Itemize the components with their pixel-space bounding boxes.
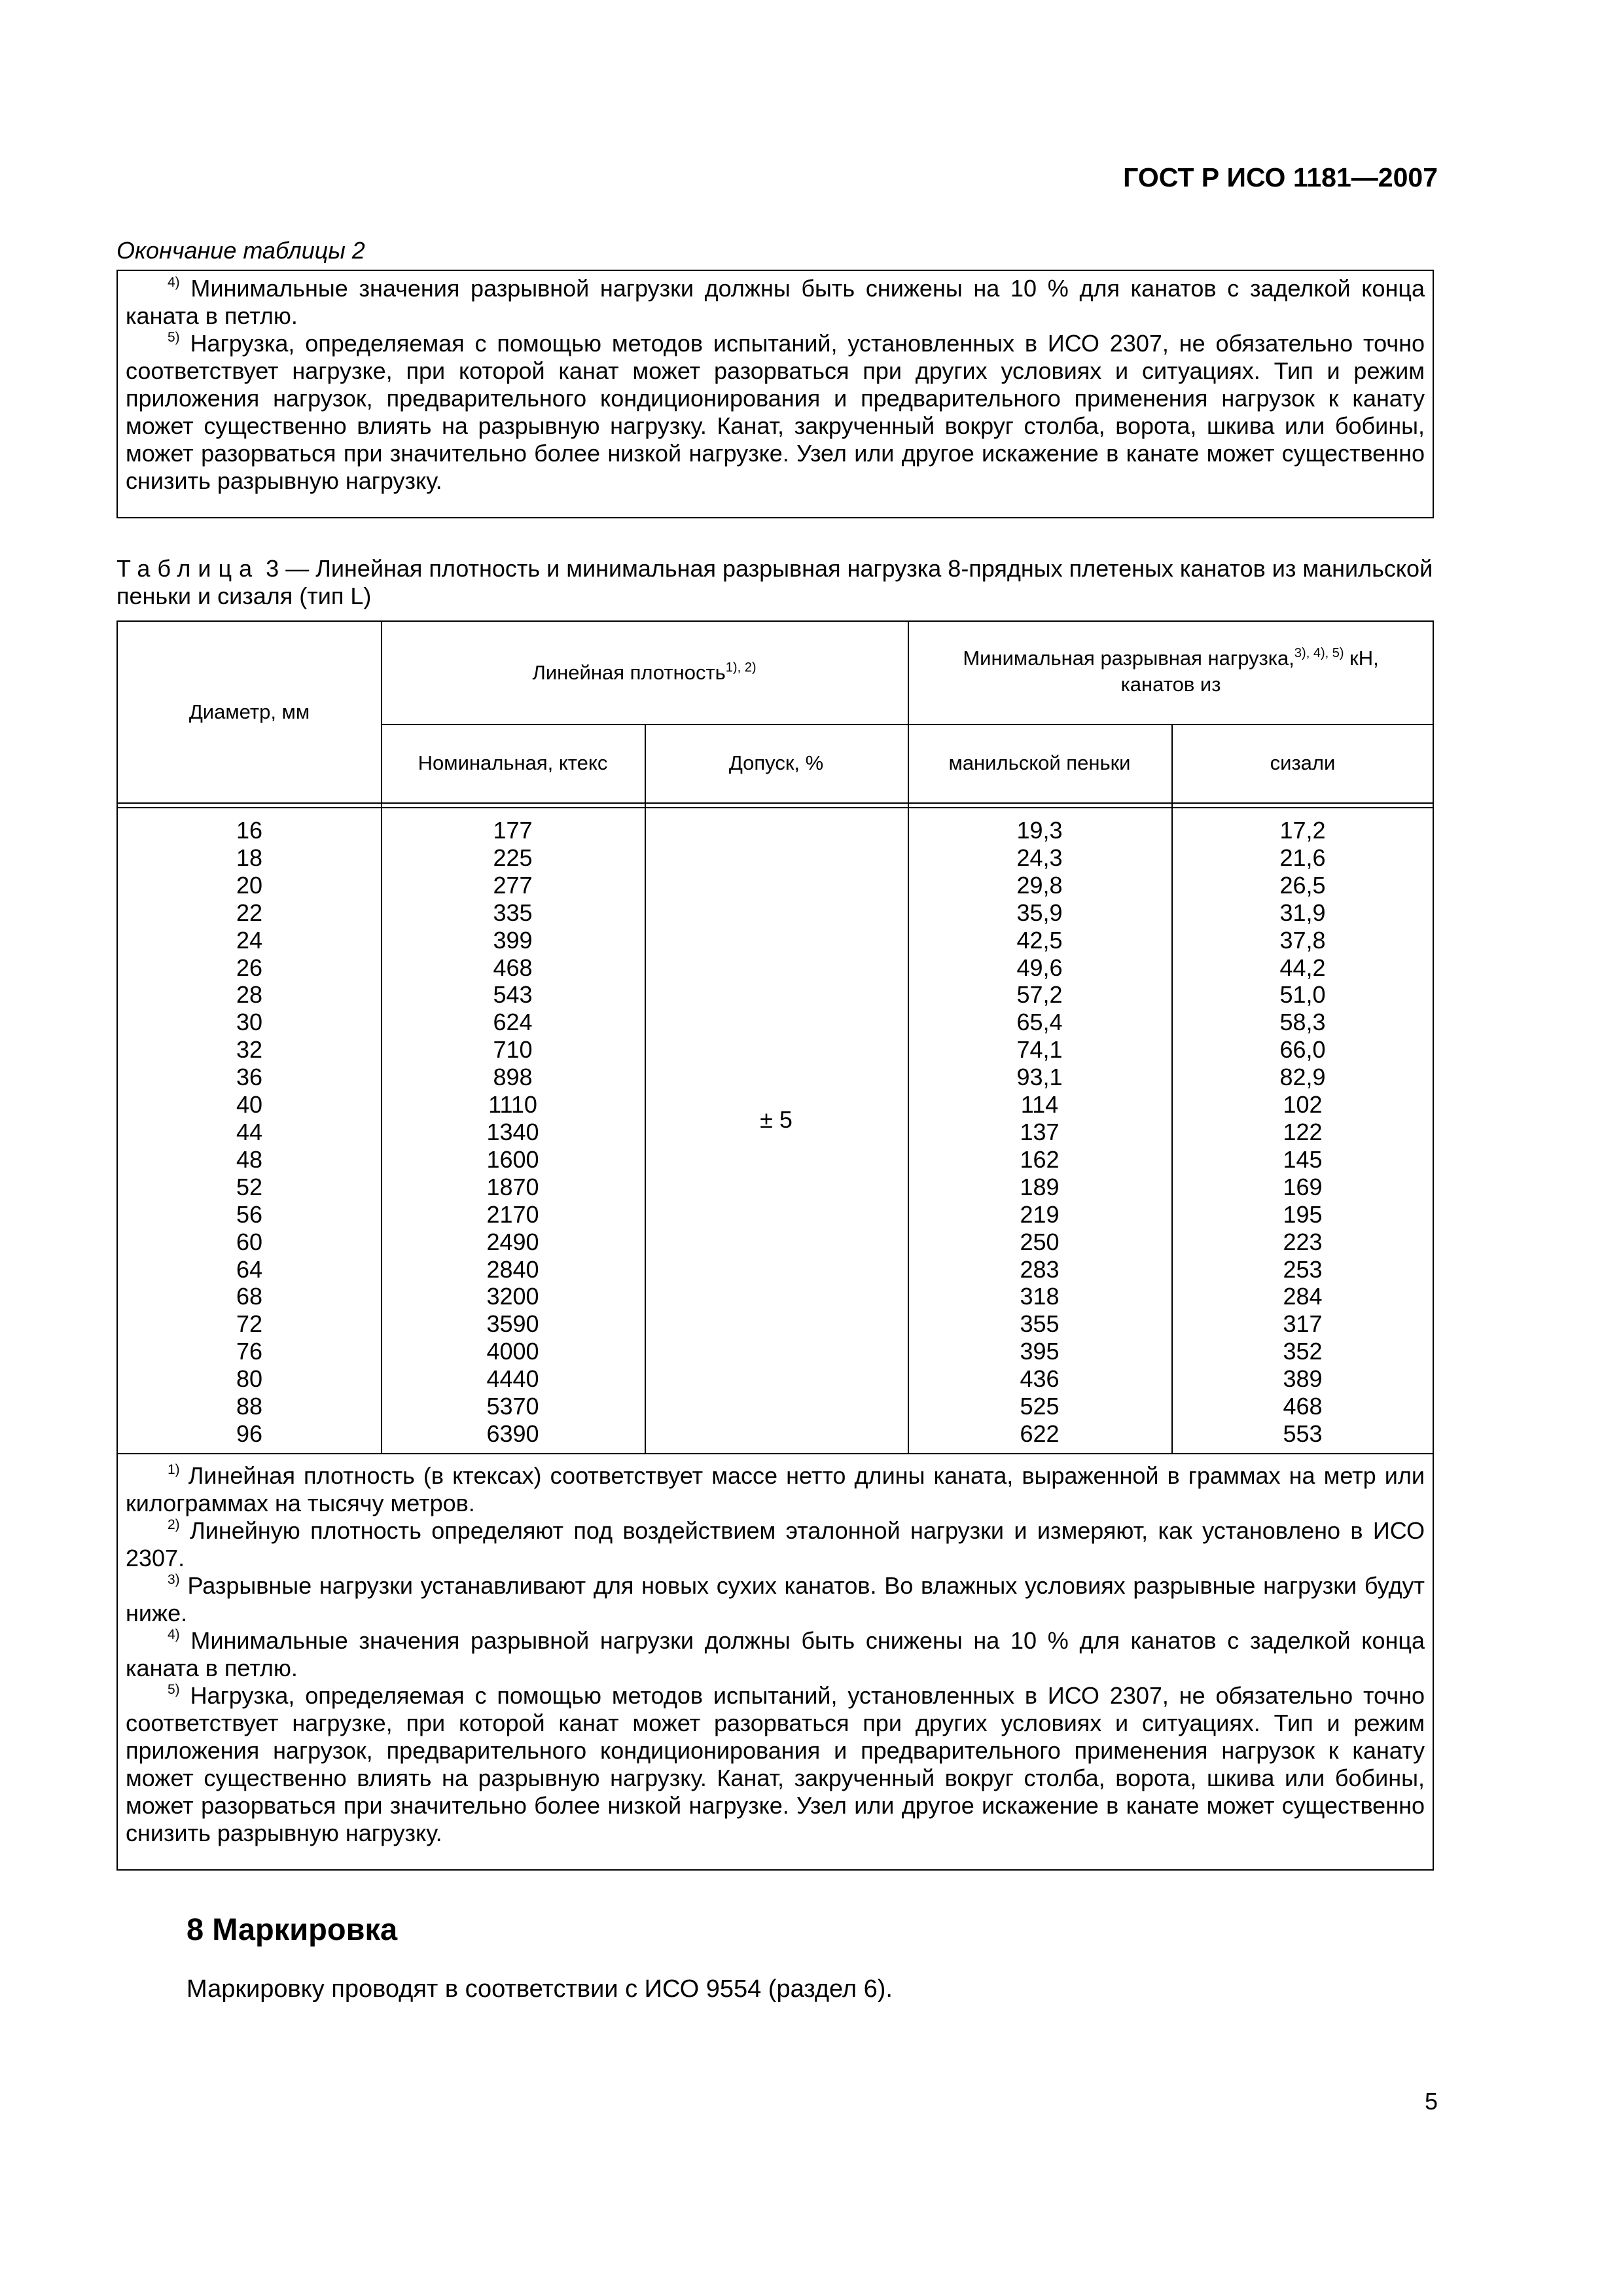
- footnote-text: Минимальные значения разрывной нагрузки должны быть снижены на 10 % для канатов с заделкой конца каната в петлю.: [126, 275, 1425, 329]
- cell-nominal: 3590: [486, 1310, 539, 1338]
- cell-diameter: 44: [236, 1118, 263, 1145]
- cell-manila: 24,3: [1016, 844, 1063, 871]
- cell-diameter: 32: [236, 1036, 263, 1064]
- cell-manila: 93,1: [1016, 1064, 1063, 1091]
- cell-manila: 35,9: [1016, 899, 1063, 926]
- footnote-text: Минимальные значения разрывной нагрузки должны быть снижены на 10 % для канатов с заделкой конца каната в петлю.: [126, 1627, 1425, 1681]
- header-tolerance: Допуск, %: [728, 751, 824, 774]
- cell-diameter: 28: [236, 981, 263, 1009]
- cell-nominal: 4000: [486, 1338, 539, 1365]
- cell-diameter: 36: [236, 1064, 263, 1091]
- footnote-4: [126, 275, 1425, 330]
- cell-sisal: 31,9: [1279, 899, 1326, 926]
- header-text: канатов из: [1120, 673, 1221, 696]
- cell-diameter: 24: [236, 926, 263, 954]
- cell-manila: 19,3: [1016, 817, 1063, 844]
- cell-sisal: 122: [1283, 1118, 1323, 1145]
- header-nominal: Номинальная, ктекс: [418, 751, 608, 774]
- cell-manila: 189: [1020, 1173, 1060, 1200]
- cell-sisal: 352: [1283, 1338, 1323, 1365]
- footnote-mark: 3): [168, 1572, 180, 1587]
- continuation-caption: Окончание таблицы 2: [116, 237, 365, 264]
- footnote-3: [126, 1572, 1425, 1627]
- cell-sisal: 66,0: [1279, 1036, 1326, 1064]
- header-sisal: сизали: [1270, 751, 1336, 774]
- cell-nominal: 335: [493, 899, 533, 926]
- cell-nominal: 1340: [486, 1118, 539, 1145]
- footnote-mark: 3), 4), 5): [1294, 646, 1344, 660]
- header-divider: [381, 724, 1434, 725]
- cell-nominal: 1600: [486, 1145, 539, 1173]
- cell-manila: 162: [1020, 1145, 1060, 1173]
- cell-sisal: 389: [1283, 1365, 1323, 1393]
- cell-manila: 42,5: [1016, 926, 1063, 954]
- cell-manila: 114: [1020, 1091, 1059, 1119]
- cell-nominal: 4440: [486, 1365, 539, 1393]
- header-min-break-load: [908, 645, 1434, 698]
- cell-nominal: 3200: [486, 1283, 539, 1310]
- header-bottom-rule: [118, 802, 1433, 804]
- column-diameter: [118, 817, 381, 1448]
- header-linear-density: [381, 660, 908, 686]
- document-header: ГОСТ Р ИСО 1181—2007: [1123, 162, 1438, 192]
- cell-sisal: 58,3: [1279, 1009, 1326, 1036]
- column-manila: [908, 817, 1171, 1448]
- cell-diameter: 26: [236, 954, 263, 981]
- footnote-text: Нагрузка, определяемая с помощью методов испытаний, установленных в ИСО 2307, не обязательно точно соответствует нагрузке, при которой канат может разорваться при других условиях и ситуациях. Тип и режим приложения нагрузок, предварительного кондиционирования и предварительного применения нагрузок к канату может существенно влиять на разрывную нагрузку. Канат, закрученный вокруг столба, ворота, шкива или бобины, может разорваться при значительно более низкой нагрузке. Узел или другое искажение в канате может существенно снизить разрывную нагрузку.: [126, 330, 1425, 494]
- cell-nominal: 225: [493, 844, 533, 871]
- header-diameter: Диаметр, мм: [188, 700, 310, 723]
- cell-diameter: 52: [236, 1173, 263, 1200]
- header-bottom-rule: [118, 807, 1433, 808]
- footnote-text: Разрывные нагрузки устанавливают для новых сухих канатов. Во влажных условиях разрывные нагрузки будут ниже.: [126, 1572, 1425, 1626]
- cell-manila: 622: [1020, 1420, 1060, 1447]
- footnote-mark: 1): [168, 1462, 180, 1477]
- cell-sisal: 284: [1283, 1283, 1323, 1310]
- cell-sisal: 553: [1283, 1420, 1323, 1447]
- cell-diameter: 48: [236, 1145, 263, 1173]
- cell-nominal: 1870: [486, 1173, 539, 1200]
- footnote-mark: 4): [168, 275, 180, 290]
- cell-sisal: 223: [1283, 1228, 1323, 1255]
- cell-manila: 65,4: [1016, 1009, 1063, 1036]
- footnote-text: Нагрузка, определяемая с помощью методов испытаний, установленных в ИСО 2307, не обязательно точно соответствует нагрузке, при которой канат может разорваться при других условиях и ситуациях. Тип и режим приложения нагрузок, предварительного кондиционирования и предварительного применения нагрузок к канату может существенно влиять на разрывную нагрузку. Канат, закрученный вокруг столба, ворота, шкива или бобины, может разорваться при значительно более низкой нагрузке. Узел или другое искажение в канате может существенно снизить разрывную нагрузку.: [126, 1682, 1425, 1846]
- cell-diameter: 18: [236, 844, 263, 871]
- cell-manila: 355: [1020, 1310, 1060, 1338]
- footnote-2: [126, 1517, 1425, 1572]
- footnote-text: Линейную плотность определяют под воздействием эталонной нагрузки и измеряют, как установлено в ИСО 2307.: [126, 1517, 1425, 1571]
- cell-diameter: 68: [236, 1283, 263, 1310]
- tolerance-value: ± 5: [760, 1106, 793, 1133]
- cell-nominal: 399: [493, 926, 533, 954]
- cell-diameter: 96: [236, 1420, 263, 1447]
- cell-manila: 436: [1020, 1365, 1060, 1393]
- section-title: 8 Маркировка: [187, 1912, 398, 1946]
- cell-nominal: 543: [493, 981, 533, 1009]
- cell-manila: 49,6: [1016, 954, 1063, 981]
- cell-sisal: 317: [1283, 1310, 1323, 1338]
- cell-diameter: 16: [236, 817, 263, 844]
- cell-manila: 219: [1020, 1200, 1060, 1228]
- footnote-1: [126, 1462, 1425, 1517]
- footnote-5: [126, 1682, 1425, 1847]
- table-caption-text: 3 — Линейная плотность и минимальная разрывная нагрузка 8-прядных плетеных канатов из манильской пеньки и сизаля (тип L): [116, 555, 1433, 609]
- cell-diameter: 40: [236, 1091, 263, 1119]
- header-manila: манильской пеньки: [948, 751, 1131, 774]
- footnote-mark: 4): [168, 1627, 180, 1642]
- cell-sisal: 169: [1283, 1173, 1323, 1200]
- cell-sisal: 102: [1283, 1091, 1323, 1119]
- cell-diameter: 20: [236, 871, 263, 899]
- header-text: Линейная плотность: [532, 661, 726, 684]
- cell-nominal: 1110: [488, 1091, 537, 1119]
- cell-nominal: 710: [493, 1036, 533, 1064]
- cell-nominal: 6390: [486, 1420, 539, 1447]
- cell-manila: 74,1: [1016, 1036, 1063, 1064]
- cell-diameter: 64: [236, 1255, 263, 1283]
- cell-manila: 250: [1020, 1228, 1060, 1255]
- table3-footnotes: [116, 1454, 1434, 1871]
- cell-sisal: 44,2: [1279, 954, 1326, 981]
- cell-sisal: 253: [1283, 1255, 1323, 1283]
- cell-manila: 318: [1020, 1283, 1060, 1310]
- table3: [116, 620, 1434, 1454]
- cell-manila: 283: [1020, 1255, 1060, 1283]
- cell-diameter: 72: [236, 1310, 263, 1338]
- cell-sisal: 17,2: [1279, 817, 1326, 844]
- cell-nominal: 2490: [486, 1228, 539, 1255]
- column-sisal: [1171, 817, 1434, 1448]
- cell-nominal: 2170: [486, 1200, 539, 1228]
- column-nominal: [381, 817, 645, 1448]
- cell-manila: 57,2: [1016, 981, 1063, 1009]
- cell-sisal: 145: [1283, 1145, 1323, 1173]
- cell-nominal: 2840: [486, 1255, 539, 1283]
- footnote-text: Линейная плотность (в ктексах) соответствует массе нетто длины каната, выраженной в граммах на метр или килограммах на тысячу метров.: [126, 1462, 1425, 1516]
- cell-manila: 137: [1020, 1118, 1060, 1145]
- cell-diameter: 22: [236, 899, 263, 926]
- table-label: Таблица: [116, 555, 260, 582]
- cell-nominal: 277: [493, 871, 533, 899]
- cell-diameter: 56: [236, 1200, 263, 1228]
- cell-diameter: 80: [236, 1365, 263, 1393]
- cell-sisal: 26,5: [1279, 871, 1326, 899]
- cell-nominal: 624: [493, 1009, 533, 1036]
- cell-manila: 29,8: [1016, 871, 1063, 899]
- cell-diameter: 76: [236, 1338, 263, 1365]
- cell-diameter: 88: [236, 1393, 263, 1420]
- cell-sisal: 21,6: [1279, 844, 1326, 871]
- table3-caption: [116, 555, 1434, 610]
- section-body: Маркировку проводят в соответствии с ИСО 9554 (раздел 6).: [187, 1975, 893, 2003]
- cell-diameter: 30: [236, 1009, 263, 1036]
- cell-sisal: 37,8: [1279, 926, 1326, 954]
- header-unit: кН,: [1349, 647, 1379, 670]
- column-divider: [645, 724, 646, 1454]
- cell-nominal: 468: [493, 954, 533, 981]
- cell-sisal: 468: [1283, 1393, 1323, 1420]
- footnote-mark: 5): [168, 330, 180, 345]
- cell-nominal: 898: [493, 1064, 533, 1091]
- cell-manila: 525: [1020, 1393, 1060, 1420]
- footnote-mark: 2): [168, 1517, 180, 1532]
- footnote-4: [126, 1627, 1425, 1682]
- page-number: 5: [1424, 2088, 1438, 2115]
- footnote-mark: 1), 2): [725, 660, 757, 675]
- cell-sisal: 51,0: [1279, 981, 1326, 1009]
- footnote-mark: 5): [168, 1682, 180, 1697]
- table2-footnotes: [116, 270, 1434, 518]
- header-text: Минимальная разрывная нагрузка,: [963, 647, 1294, 670]
- footnote-5: [126, 330, 1425, 495]
- cell-sisal: 82,9: [1279, 1064, 1326, 1091]
- cell-diameter: 60: [236, 1228, 263, 1255]
- cell-sisal: 195: [1283, 1200, 1323, 1228]
- cell-nominal: 5370: [486, 1393, 539, 1420]
- cell-manila: 395: [1020, 1338, 1060, 1365]
- cell-nominal: 177: [493, 817, 533, 844]
